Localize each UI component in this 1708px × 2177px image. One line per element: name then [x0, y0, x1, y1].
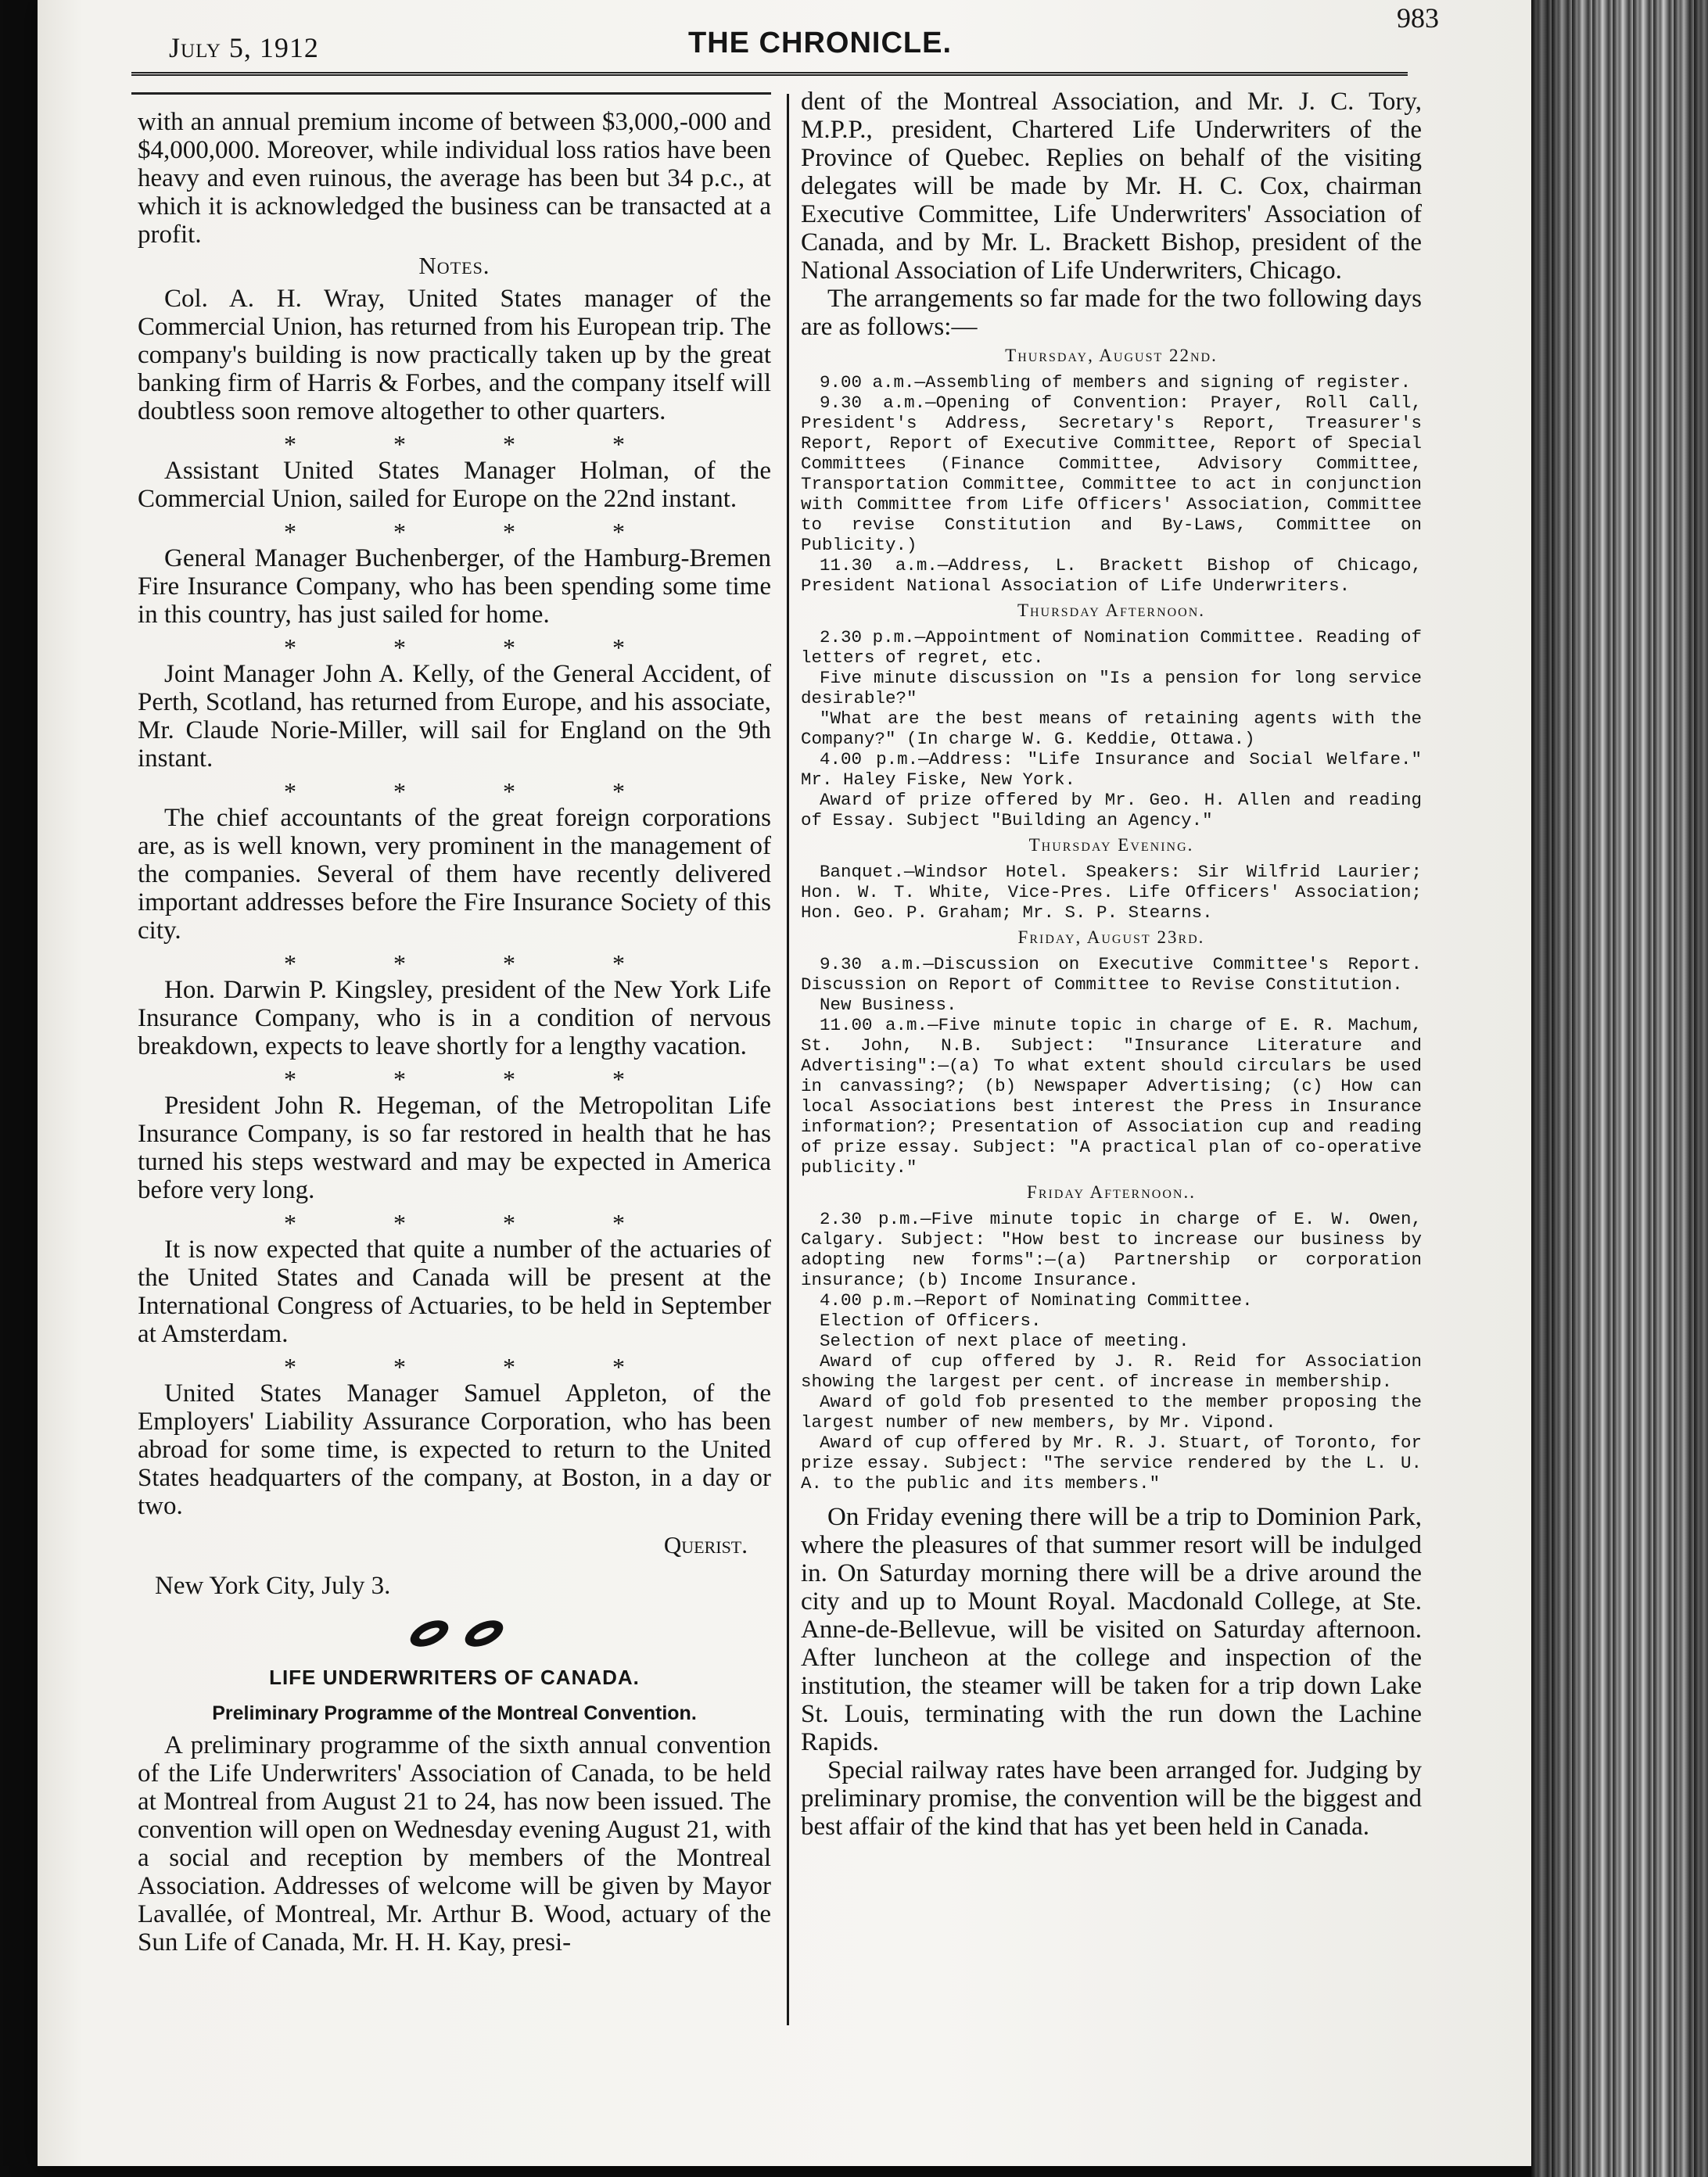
- right-column: [801, 88, 1422, 1841]
- separator-stars: * * * *: [284, 949, 670, 977]
- continued-paragraph: dent of the Montreal Association, and Mr. J. C. Tory, M.P.P., president, Chartered Life Underwriters of the Province of Quebec. Replies on behalf of the visiting delegates will be made by Mr. H. C. Cox, chairman Executive Committee, Life Underwriters' Association of Canada, and by Mr. L. Brackett Bishop, president of the National Association of Life Underwriters, Chicago.: [801, 88, 1422, 285]
- header-rule: [131, 72, 1408, 76]
- closing-paragraph: Special railway rates have been arranged for. Judging by preliminary promise, the convention will be the biggest and best affair of the kind that has yet been held in Canada.: [801, 1756, 1422, 1841]
- article-subtitle: Preliminary Programme of the Montreal Convention.: [212, 1702, 697, 1724]
- closing-paragraph: On Friday evening there will be a trip to Dominion Park, where the pleasures of that summer resort will be indulged in. On Saturday morning there will be a drive around the city and up to Mount Royal. Macdonald College, at Ste. Anne-de-Bellevue, will be visited on Saturday afternoon. After luncheon at the college and inspection of the institution, the steamer will be taken for a trip down Lake St. Louis, terminating with the run down the Lachine Rapids.: [801, 1503, 1422, 1756]
- schedule-item: 4.00 p.m.—Report of Nominating Committee.: [820, 1290, 1253, 1311]
- dateline: New York City, July 3.: [155, 1572, 391, 1600]
- day-heading: Thursday Evening.: [1028, 835, 1194, 855]
- note-item: Col. A. H. Wray, United States manager of the Commercial Union, has returned from his European trip. The company's building is now practically taken up by the great banking firm of Harris & Forbes, and the company itself will doubtless soon remove altogether to other quarters.: [138, 285, 771, 425]
- opening-paragraph: with an annual premium income of between $3,000,-000 and $4,000,000. Moreover, while individual loss ratios have been heavy and even ruinous, the average has been but 34 p.c., at which it is acknowledged the business can be transacted at a profit.: [138, 108, 771, 249]
- day-heading: Friday Afternoon..: [1027, 1182, 1196, 1202]
- schedule-item: 9.00 a.m.—Assembling of members and signing of register.: [820, 372, 1412, 393]
- article-title: LIFE UNDERWRITERS OF CANADA.: [269, 1666, 640, 1689]
- note-item: General Manager Buchenberger, of the Hamburg-Bremen Fire Insurance Company, who has been spending some time in this country, has just sailed for home.: [138, 544, 771, 629]
- schedule-item: 4.00 p.m.—Address: "Life Insurance and Social Welfare." Mr. Haley Fiske, New York.: [801, 749, 1422, 790]
- day-heading: Friday, August 23rd.: [1017, 927, 1205, 947]
- schedule-item: Award of prize offered by Mr. Geo. H. Allen and reading of Essay. Subject "Building an Agency.": [801, 790, 1422, 830]
- left-column-top-rule: [131, 92, 771, 95]
- schedule-item: 11.00 a.m.—Five minute topic in charge of E. R. Machum, St. John, N.B. Subject: "Insurance Literature and Advertising":—(a) To what extent should circulars be used in canvassing?; (b) Newspaper Advertising; (c) How can local Associations best interest the Press in Insurance information?; Presentation of Association cup and reading of prize essay. Subject: "A practical plan of co-operative publicity.": [801, 1015, 1422, 1178]
- schedule-item: 9.30 a.m.—Discussion on Executive Committee's Report. Discussion on Report of Committee to Revise Constitution.: [801, 954, 1422, 995]
- arrangements-paragraph: The arrangements so far made for the two following days are as follows:—: [801, 285, 1422, 341]
- column-divider: [787, 94, 789, 2025]
- note-item: President John R. Hegeman, of the Metropolitan Life Insurance Company, is so far restored in health that he has turned his steps westward and may be expected in America before very long.: [138, 1092, 771, 1204]
- article-intro: A preliminary programme of the sixth annual convention of the Life Underwriters' Association of Canada, to be held at Montreal from August 21 to 24, has now been issued. The convention will open on Wednesday evening August 21, with a social and reception by members of the Montreal Association. Addresses of welcome will be given by Mayor Lavallée, of Montreal, Mr. Arthur B. Wood, actuary of the Sun Life of Canada, Mr. H. H. Kay, presi-: [138, 1731, 771, 1956]
- spacer: [801, 1494, 1422, 1503]
- separator-stars: * * * *: [284, 430, 670, 458]
- note-item: United States Manager Samuel Appleton, of the Employers' Liability Assurance Corporation, who has been abroad for some time, is expected to return to the United States headquarters of the company, at Boston, in a day or two.: [138, 1379, 771, 1520]
- schedule-item: 11.30 a.m.—Address, L. Brackett Bishop of Chicago, President National Association of Life Underwriters.: [801, 555, 1422, 596]
- separator-stars: * * * *: [284, 777, 670, 805]
- page-number: 983: [1397, 2, 1439, 34]
- leaf-ornament-icon: [392, 1616, 517, 1651]
- schedule-item: New Business.: [820, 995, 957, 1015]
- schedule-item: "What are the best means of retaining agents with the Company?" (In charge W. G. Keddie, Ottawa.): [801, 708, 1422, 749]
- schedule-item: Election of Officers.: [820, 1311, 1042, 1331]
- signature: Querist.: [663, 1531, 748, 1558]
- programme-schedule: [801, 346, 1422, 1494]
- note-item: Hon. Darwin P. Kingsley, president of the New York Life Insurance Company, who is in a condition of nervous breakdown, expects to leave shortly for a lengthy vacation.: [138, 976, 771, 1060]
- schedule-item: 2.30 p.m.—Five minute topic in charge of E. W. Owen, Calgary. Subject: "How best to increase our business by adopting new forms":—(a) Partnership or corporation insurance; (b) Income Insurance.: [801, 1209, 1422, 1290]
- note-item: The chief accountants of the great foreign corporations are, as is well known, very prominent in the management of the companies. Several of them have recently delivered important addresses before the Fire Insurance Society of this city.: [138, 804, 771, 945]
- section-ornament: [138, 1616, 771, 1655]
- schedule-item: Award of cup offered by Mr. R. J. Stuart, of Toronto, for prize essay. Subject: "The service rendered by the L. U. A. to the public and its members.": [801, 1433, 1422, 1494]
- notes-heading: Notes.: [418, 252, 490, 279]
- schedule-item: Award of gold fob presented to the member proposing the largest number of new members, by Mr. Vipond.: [801, 1392, 1422, 1433]
- day-heading: Thursday Afternoon.: [1017, 601, 1206, 620]
- separator-stars: * * * *: [284, 518, 670, 546]
- schedule-item: Selection of next place of meeting.: [820, 1331, 1190, 1351]
- schedule-item: 9.30 a.m.—Opening of Convention: Prayer, Roll Call, President's Address, Secretary's Report, Treasurer's Report, Report of Executive Committee, Report of Special Committees (Finance Committee, Advisory Committee, Transportation Committee, Committee to act in conjunction with Committee from Life Officers' Association, Committee to revise Constitution and By-Laws, Committee on Publicity.): [801, 393, 1422, 555]
- note-item: Assistant United States Manager Holman, of the Commercial Union, sailed for Europe on the 22nd instant.: [138, 457, 771, 513]
- day-heading: Thursday, August 22nd.: [1005, 346, 1218, 365]
- issue-date: July 5, 1912: [169, 32, 319, 63]
- masthead-title: THE CHRONICLE.: [688, 27, 952, 59]
- left-column: [138, 108, 771, 1956]
- separator-stars: * * * *: [284, 633, 670, 662]
- schedule-item: Award of cup offered by J. R. Reid for Association showing the largest per cent. of increase in membership.: [801, 1351, 1422, 1392]
- separator-stars: * * * *: [284, 1209, 670, 1237]
- book-edge-shadow: [1531, 0, 1708, 2177]
- schedule-item: Banquet.—Windsor Hotel. Speakers: Sir Wilfrid Laurier; Hon. W. T. White, Vice-Pres. Life Officers' Association; Hon. Geo. P. Graham; Mr. S. P. Stearns.: [801, 862, 1422, 923]
- separator-stars: * * * *: [284, 1065, 670, 1093]
- separator-stars: * * * *: [284, 1353, 670, 1381]
- schedule-item: Five minute discussion on "Is a pension for long service desirable?": [801, 668, 1422, 708]
- note-item: Joint Manager John A. Kelly, of the General Accident, of Perth, Scotland, has returned from Europe, and his associate, Mr. Claude Norie-Miller, will sail for England on the 9th instant.: [138, 660, 771, 773]
- note-item: It is now expected that quite a number of the actuaries of the United States and Canada will be present at the International Congress of Actuaries, to be held in September at Amsterdam.: [138, 1236, 771, 1348]
- schedule-item: 2.30 p.m.—Appointment of Nomination Committee. Reading of letters of regret, etc.: [801, 627, 1422, 668]
